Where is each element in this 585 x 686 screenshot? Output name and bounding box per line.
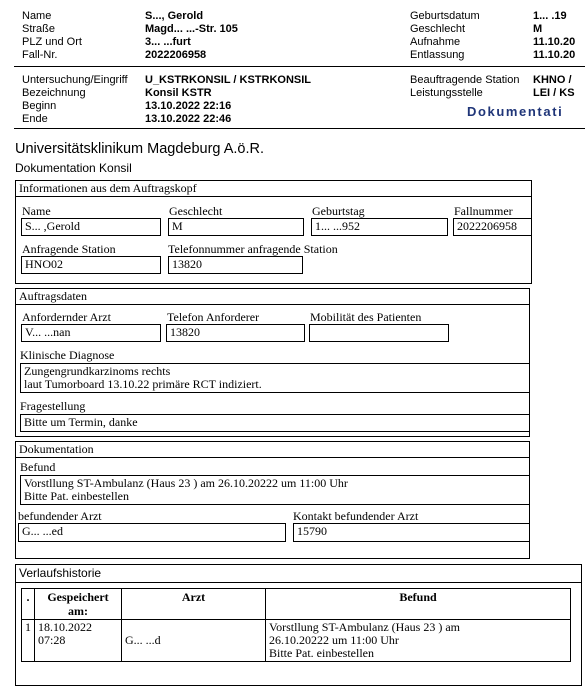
reporting-contact-label: Kontakt befundender Arzt [293, 509, 419, 523]
discharge-value: 11.10.20 [533, 49, 576, 61]
column-index: . [22, 589, 35, 620]
column-doctor: Arzt [122, 589, 266, 620]
history-header-row [22, 589, 571, 620]
header-divider [14, 66, 585, 67]
ordering-station-value: KHNO / [533, 74, 572, 86]
question-field[interactable]: Bitte um Termin, danke [20, 414, 529, 432]
station-phone-field[interactable]: 13820 [168, 256, 303, 274]
patient-birthday-label: Geburtstag [312, 204, 365, 218]
reporting-contact-field[interactable]: 15790 [293, 523, 529, 542]
diagnosis-field[interactable]: Zungengrundkarzinoms rechts laut Tumorboard 13.10.22 primäre RCT indiziert. [20, 363, 529, 393]
designation-value: Konsil KSTR [145, 87, 212, 99]
header-bottom-divider [14, 128, 585, 129]
order-header-title: Informationen aus dem Auftragskopf [16, 181, 531, 197]
patient-sex-field[interactable]: M [168, 218, 304, 236]
mobility-label: Mobilität des Patienten [310, 310, 422, 324]
case-number-label: Fall-Nr. [22, 49, 58, 61]
case-id-field[interactable]: 2022206958 [453, 218, 531, 236]
order-header-section [15, 180, 532, 284]
organization-name: Universitätsklinikum Magdeburg A.ö.R. [15, 141, 265, 157]
finding-field[interactable]: Vorstllung ST-Ambulanz (Haus 23 ) am 26.10.20222 um 11:00 Uhr Bitte Pat. einbestellen [20, 475, 529, 505]
name-label: Name [22, 10, 52, 22]
requester-phone-label: Telefon Anforderer [167, 310, 260, 324]
row-doctor: G... ...d [122, 620, 266, 662]
patient-sex-label: Geschlecht [169, 204, 223, 218]
history-title: Verlaufshistorie [16, 565, 581, 583]
row-saved: 18.10.2022 07:28 [35, 620, 122, 662]
begin-label: Beginn [22, 100, 57, 112]
discharge-label: Entlassung [410, 49, 465, 61]
admission-label: Aufnahme [410, 36, 461, 48]
column-finding: Befund [266, 589, 571, 620]
designation-label: Bezeichnung [22, 87, 86, 99]
reporting-doctor-label: befundender Arzt [18, 509, 102, 523]
mobility-field[interactable] [309, 324, 449, 342]
requesting-doctor-label: Anfordernder Arzt [22, 310, 111, 324]
sex-value: M [533, 23, 543, 35]
requesting-doctor-field[interactable]: V... ...nan [21, 324, 161, 342]
exam-value: U_KSTRKONSIL / KSTRKONSIL [145, 74, 312, 86]
station-phone-label: Telefonnummer anfragende Station [168, 242, 338, 256]
sex-label: Geschlecht [410, 23, 466, 35]
end-value: 13.10.2022 22:46 [145, 113, 232, 125]
reporting-doctor-field[interactable]: G... ...ed [18, 523, 286, 542]
row-index: 1 [22, 620, 35, 662]
question-label: Fragestellung [20, 399, 86, 413]
documentation-section [15, 441, 530, 559]
section-heading: Dokumentati [467, 104, 564, 119]
row-finding: Vorstllung ST-Ambulanz (Haus 23 ) am 26.10.20222 um 11:00 Uhr Bitte Pat. einbestellen [266, 620, 571, 662]
documentation-title: Dokumentation [16, 442, 529, 458]
street-label: Straße [22, 23, 56, 35]
requesting-station-field[interactable]: HNO02 [21, 256, 161, 274]
history-section [15, 564, 582, 686]
admission-value: 11.10.20 [533, 36, 576, 48]
case-number-value: 2022206958 [145, 49, 207, 61]
requester-phone-field[interactable]: 13820 [166, 324, 305, 342]
exam-label: Untersuchung/Eingriff [22, 74, 128, 86]
ordering-station-label: Beauftragende Station [410, 74, 520, 86]
patient-name-field[interactable]: S... ,Gerold [21, 218, 161, 236]
begin-value: 13.10.2022 22:16 [145, 100, 232, 112]
table-row[interactable] [22, 620, 571, 662]
column-saved: Gespeichert am: [35, 589, 122, 620]
order-data-section [15, 288, 530, 437]
service-unit-label: Leistungsstelle [410, 87, 483, 99]
city-label: PLZ und Ort [22, 36, 82, 48]
name-value: S..., Gerold [145, 10, 204, 22]
document-title: Dokumentation Konsil [15, 161, 132, 175]
consult-form [15, 180, 582, 686]
case-id-label: Fallnummer [454, 204, 513, 218]
birthdate-value: 1... .19 [533, 10, 567, 22]
service-unit-value: LEI / KS [533, 87, 575, 99]
history-table [21, 588, 571, 662]
diagnosis-label: Klinische Diagnose [20, 348, 115, 362]
finding-label: Befund [20, 460, 56, 474]
requesting-station-label: Anfragende Station [22, 242, 116, 256]
end-label: Ende [22, 113, 48, 125]
patient-name-label: Name [22, 204, 51, 218]
patient-birthday-field[interactable]: 1... ...952 [311, 218, 448, 236]
city-value: 3... ...furt [145, 36, 191, 48]
order-data-title: Auftragsdaten [16, 289, 529, 305]
street-value: Magd... ...-Str. 105 [145, 23, 238, 35]
birthdate-label: Geburtsdatum [410, 10, 480, 22]
